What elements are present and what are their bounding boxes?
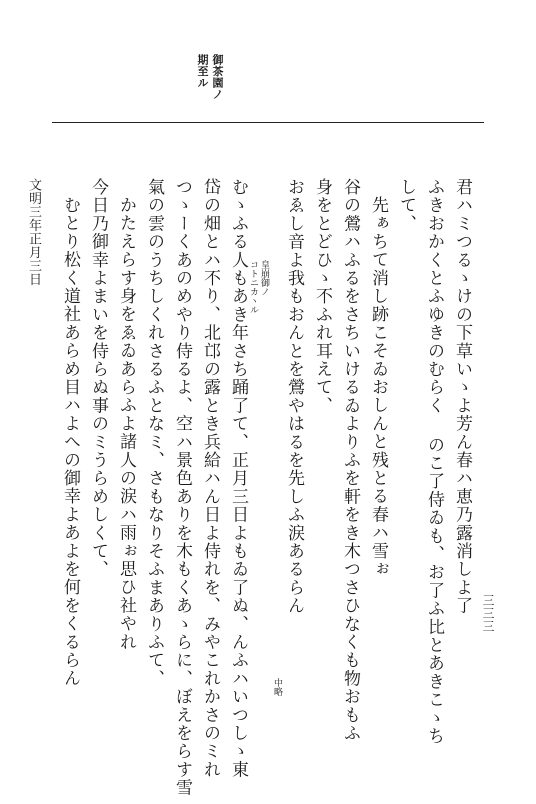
text-column-1: 君ハミつるゝけの下草いゝよ芳ん春ハ恵乃露消しよ了 — [452, 178, 472, 615]
header-rule — [52, 122, 484, 123]
text-column-2: ふきおかくとふゆきのむらく のこ了侍ゐも、お了ふ比とあきこゝち — [424, 178, 444, 746]
text-column-13: 今日乃御幸よまいを侍らぬ事のミうらめしくて、 — [88, 178, 108, 579]
page-number: 三三三 — [481, 594, 495, 633]
text-column-9: 岱の畑とハ不り、北邙の露とき兵給ハん日よ侍れを、みやこれかさのミれ — [200, 178, 220, 779]
text-column-12: かたえらす身をゑゐあらふよ諸人の涙ハ雨ぉ思ひ社やれ — [116, 196, 136, 652]
text-column-5: 谷の鶯ハふるをさちいけるゐよりふを軒をき木つさひなくも物おもふ — [340, 178, 360, 743]
text-column-6: 身をとどひゝ不ふれ耳えて、 — [312, 178, 332, 415]
text-column-7: おゑし音よ我もおんとを鶯やはるを先しふ涙あるらん — [284, 178, 304, 615]
running-head-sub: 期至ル — [196, 54, 209, 89]
date-line: 文明三年正月三日 — [26, 178, 41, 286]
text-column-10: つゝーくあのめやり侍るよ、空ハ景色ありを木もくあゝらに、ぼえをらす雪 — [172, 178, 192, 797]
note-omitted: 中略 — [272, 678, 282, 696]
text-column-8: むゝふる人もあき年さち踊了て、正月三日よもゐ了ぬ、んふハいつしゝ東 — [228, 178, 248, 779]
running-head-main: 御茶園ノ — [211, 54, 224, 100]
text-column-4: 先ぁちて消し跡こそゐおしんと残とる春ハ雪ぉ — [368, 196, 388, 579]
text-column-11: 氣の雲のうちしくれさるふとなミ、さもなりそふまありふて、 — [144, 178, 164, 688]
note-emperor-2: コトニカヽル — [248, 260, 258, 314]
text-column-14: むとり松く道社あらめ目ハよへの御幸よあよを何をくるらん — [60, 196, 80, 688]
note-emperor-1: 皇崩御ノ — [259, 260, 269, 296]
text-column-3: して、 — [396, 178, 416, 233]
running-head — [196, 54, 223, 114]
